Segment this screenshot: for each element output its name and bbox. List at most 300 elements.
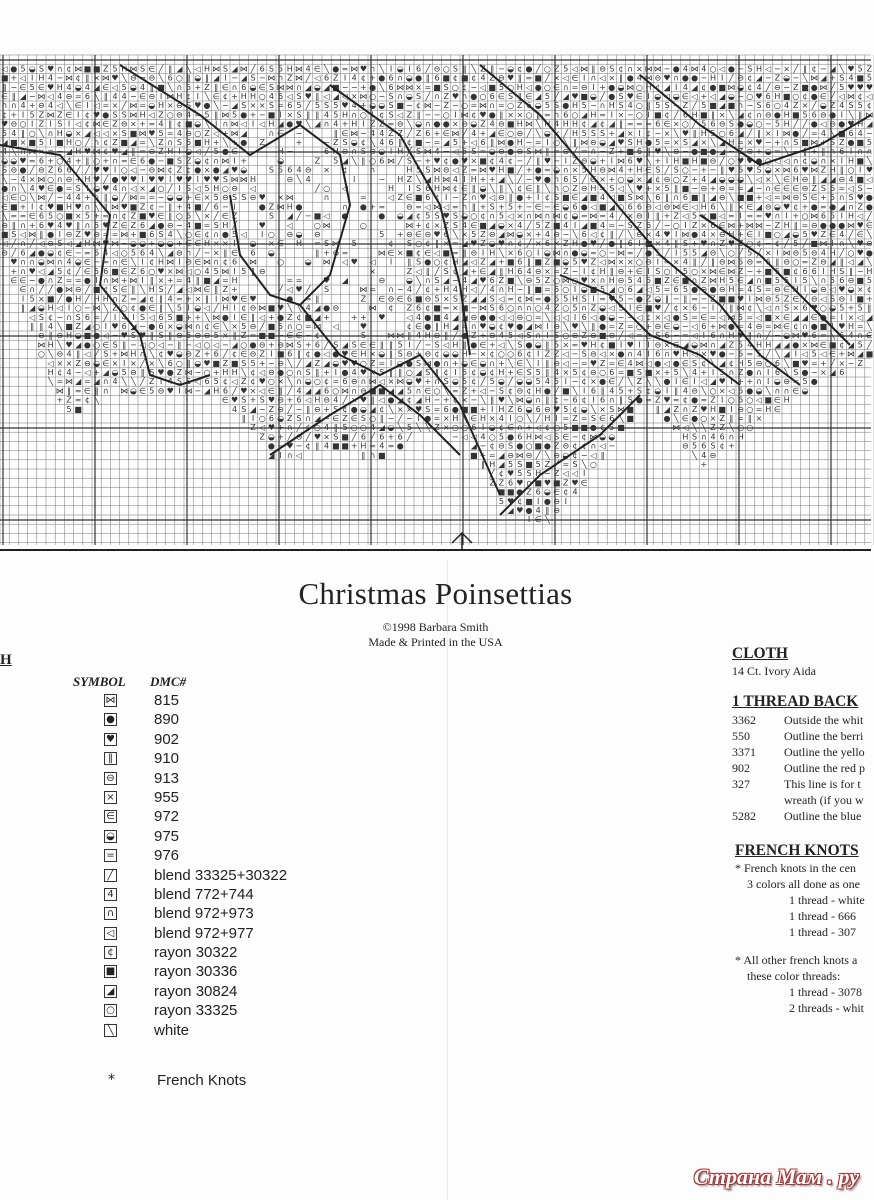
- stitch-symbol: =: [139, 101, 146, 111]
- stitch-symbol: ‖: [315, 368, 320, 377]
- stitch-symbol: ∩: [84, 202, 91, 212]
- stitch-symbol: ♥: [626, 92, 634, 101]
- stitch-symbol: S: [176, 138, 182, 147]
- stitch-symbol: ‖: [655, 211, 660, 221]
- stitch-symbol: ∈: [470, 220, 478, 230]
- stitch-symbol: ◒: [718, 174, 726, 184]
- stitch-symbol: ○: [451, 423, 459, 433]
- stitch-symbol: ■: [856, 156, 864, 166]
- stitch-symbol: ◁: [470, 285, 477, 295]
- stitch-symbol: ●: [295, 202, 303, 212]
- stitch-symbol: ○: [359, 220, 367, 230]
- stitch-symbol: 5: [774, 276, 780, 285]
- stitch-symbol: ◢: [277, 119, 284, 129]
- stitch-symbol: ■: [534, 73, 542, 83]
- stitch-symbol: ■: [414, 193, 423, 203]
- stitch-symbol: ◒: [543, 487, 551, 497]
- stitch-symbol: ●: [516, 487, 524, 497]
- stitch-symbol: ◢: [709, 174, 717, 184]
- stitch-symbol: −: [580, 450, 588, 460]
- stitch-symbol: ⊖: [580, 156, 588, 166]
- stitch-symbol: −: [74, 248, 82, 258]
- stitch-symbol: ∩: [470, 322, 477, 331]
- dmc-label: rayon 30336: [154, 963, 238, 981]
- stitch-symbol: ◁: [765, 303, 772, 313]
- stitch-symbol: Z: [287, 73, 293, 83]
- stitch-symbol: ◁: [397, 110, 404, 120]
- stitch-symbol: ◢: [581, 110, 588, 120]
- stitch-symbol: ∩: [213, 230, 220, 239]
- stitch-symbol: ∩: [342, 202, 348, 212]
- stitch-symbol: H: [590, 340, 597, 350]
- stitch-symbol: ‖: [306, 110, 311, 120]
- stitch-symbol: ⊖: [277, 395, 284, 405]
- stitch-symbol: I: [141, 276, 144, 285]
- stitch-symbol: ¢: [66, 266, 72, 276]
- stitch-symbol: ●: [194, 165, 202, 175]
- stitch-symbol: S: [526, 368, 532, 377]
- stitch-symbol: ╲: [526, 358, 532, 368]
- stitch-symbol: ◁: [406, 312, 413, 322]
- stitch-symbol: ∩: [756, 110, 762, 120]
- stitch-symbol: 4: [600, 193, 606, 203]
- stitch-symbol: S: [241, 404, 247, 414]
- stitch-symbol: ●: [424, 322, 432, 331]
- stitch-symbol: ■: [175, 312, 184, 322]
- stitch-symbol: ◒: [580, 248, 588, 258]
- stitch-symbol: ●: [829, 220, 837, 230]
- stitch-symbol: ◁: [590, 230, 597, 239]
- stitch-symbol: +: [810, 147, 818, 157]
- stitch-symbol: 6: [765, 257, 771, 267]
- stitch-symbol: ◢: [461, 266, 468, 276]
- stitch-symbol: ╲: [66, 101, 72, 111]
- stitch-symbol: ◒: [139, 239, 147, 249]
- stitch-symbol: +: [737, 377, 744, 387]
- stitch-symbol: ╲: [416, 423, 422, 433]
- stitch-symbol: H: [571, 128, 579, 138]
- stitch-symbol: −: [452, 101, 459, 111]
- stitch-symbol: ╲: [287, 303, 293, 313]
- stitch-symbol: ♥: [47, 202, 55, 212]
- stitch-symbol: S: [351, 340, 357, 350]
- stitch-symbol: ∈: [332, 414, 340, 423]
- stitch-symbol: ◁: [341, 184, 349, 193]
- stitch-symbol: I: [159, 377, 163, 387]
- stitch-symbol: ×: [415, 82, 422, 92]
- stitch-symbol: ◒: [497, 220, 505, 230]
- stitch-symbol: +: [415, 220, 422, 230]
- stitch-symbol: +: [498, 358, 505, 368]
- stitch-symbol: ◢: [691, 82, 698, 92]
- stitch-symbol: ∈: [672, 340, 680, 350]
- stitch-symbol: 5: [29, 82, 35, 92]
- stitch-symbol: ♥: [157, 266, 165, 276]
- stitch-symbol: ╲: [176, 230, 182, 239]
- stitch-symbol: ■: [690, 193, 699, 203]
- stitch-symbol: +: [222, 128, 229, 138]
- stitch-symbol: ╱: [811, 101, 817, 111]
- stitch-symbol: −: [847, 358, 855, 368]
- stitch-symbol: Z: [636, 220, 643, 230]
- stitch-symbol: 6: [793, 165, 799, 175]
- stitch-symbol: ⊖: [847, 276, 855, 285]
- stitch-symbol: ■: [267, 110, 276, 120]
- stitch-symbol: ♥: [267, 395, 275, 405]
- stitch-symbol: 4: [655, 230, 661, 239]
- stitch-symbol: ×: [792, 303, 800, 313]
- stitch-symbol: ⋈: [515, 450, 524, 460]
- stitch-symbol: ♥: [663, 73, 671, 83]
- stitch-symbol: ○: [700, 414, 708, 423]
- stitch-symbol: ╲: [452, 230, 458, 239]
- stitch-symbol: ■: [654, 276, 662, 285]
- stitch-symbol: 4: [66, 193, 72, 203]
- stitch-symbol: ⊖: [737, 404, 744, 414]
- stitch-symbol: Z: [461, 294, 468, 304]
- stitch-symbol: ◒: [396, 64, 404, 74]
- stitch-symbol: ⊖: [84, 358, 91, 368]
- stitch-symbol: ¢: [84, 110, 90, 120]
- stitch-symbol: ╲: [140, 285, 146, 295]
- backstitch-section: [732, 693, 871, 825]
- stitch-symbol: ⋈: [65, 73, 73, 83]
- stitch-symbol: ¢: [84, 395, 90, 405]
- stitch-symbol: ◢: [452, 322, 459, 331]
- stitch-symbol: ○: [847, 165, 855, 175]
- stitch-symbol: ◒: [617, 82, 625, 92]
- stitch-symbol: ●: [773, 110, 781, 120]
- stitch-symbol: 5: [857, 64, 863, 74]
- stitch-symbol: ◢: [75, 239, 82, 249]
- stitch-symbol: ⊖: [249, 193, 257, 203]
- stitch-symbol: Z: [38, 119, 45, 129]
- stitch-symbol: I: [803, 285, 807, 295]
- stitch-symbol: ○: [746, 423, 754, 433]
- stitch-symbol: 5: [213, 147, 219, 157]
- stitch-symbol: ◁: [443, 340, 450, 350]
- stitch-symbol: ◢: [314, 414, 321, 423]
- stitch-symbol: ♥: [111, 147, 119, 157]
- stitch-symbol: ■: [644, 239, 653, 249]
- stitch-symbol: 6: [839, 368, 845, 377]
- stitch-symbol: S: [333, 432, 339, 442]
- stitch-symbol: ◒: [461, 211, 469, 221]
- fk-thread-2: 1 thread - 666: [789, 909, 856, 923]
- stitch-symbol: ●: [359, 202, 367, 212]
- stitch-symbol: ◁: [75, 119, 82, 129]
- stitch-symbol: −: [764, 119, 772, 129]
- stitch-symbol: ∈: [635, 266, 643, 276]
- stitch-symbol: ╱: [554, 460, 560, 469]
- stitch-symbol: ¢: [342, 165, 348, 175]
- stitch-symbol: ×: [28, 174, 36, 184]
- stitch-symbol: 6: [443, 230, 449, 239]
- stitch-symbol: ■: [203, 276, 211, 285]
- stitch-symbol: ○: [516, 414, 524, 423]
- stitch-symbol: ⊖: [249, 349, 257, 359]
- stitch-symbol: I: [187, 303, 190, 313]
- stitch-symbol: ♥: [451, 92, 459, 101]
- stitch-symbol: ‖: [389, 349, 393, 359]
- stitch-symbol: S: [627, 220, 633, 230]
- stitch-symbol: S: [517, 460, 523, 469]
- stitch-symbol: ╱: [618, 211, 624, 221]
- stitch-symbol: ╲: [646, 156, 652, 166]
- stitch-symbol: ◢: [397, 386, 404, 396]
- stitch-symbol: 6: [581, 312, 587, 322]
- stitch-symbol: I: [481, 248, 485, 258]
- stitch-symbol: ∈: [525, 184, 533, 193]
- stitch-symbol: 4: [701, 450, 707, 460]
- stitch-symbol: ○: [433, 386, 441, 396]
- stitch-symbol: 6: [232, 257, 238, 267]
- stitch-symbol: =: [84, 248, 91, 258]
- stitch-symbol: Z: [443, 101, 449, 111]
- stitch-symbol: ◢: [286, 211, 293, 221]
- stitch-symbol: ╱: [866, 211, 872, 221]
- stitch-symbol: ◁: [259, 312, 266, 322]
- stitch-symbol: ×: [663, 340, 671, 350]
- stitch-symbol: −: [562, 230, 570, 239]
- stitch-symbol: ╱: [38, 285, 44, 295]
- stitch-symbol: 4: [839, 101, 845, 111]
- stitch-symbol: ‖: [600, 386, 605, 396]
- stitch-symbol: =: [360, 193, 367, 203]
- stitch-symbol: ◒: [801, 386, 809, 396]
- symbol-header: SYMBOL: [73, 674, 126, 689]
- stitch-symbol: 4: [66, 368, 72, 377]
- stitch-symbol: S: [38, 64, 44, 74]
- stitch-symbol: ∈: [120, 220, 128, 230]
- stitch-symbol: ¢: [646, 128, 652, 138]
- stitch-symbol: ∈: [194, 230, 202, 239]
- stitch-symbol: ×: [562, 368, 570, 377]
- stitch-symbol: H: [765, 404, 772, 414]
- stitch-symbol: =: [102, 101, 110, 111]
- stitch-symbol: ♥: [359, 395, 367, 405]
- stitch-symbol: 6: [572, 395, 578, 405]
- stitch-symbol: 6: [278, 92, 284, 101]
- stitch-symbol: ◁: [525, 82, 533, 92]
- stitch-symbol: ∈: [810, 312, 818, 322]
- stitch-symbol: ∈: [672, 276, 680, 285]
- stitch-symbol: ╲: [535, 128, 541, 138]
- stitch-symbol: +: [130, 230, 137, 239]
- stitch-symbol: ×: [222, 239, 229, 249]
- stitch-symbol: H: [709, 404, 717, 414]
- stitch-symbol: Z: [204, 82, 210, 92]
- dmc-label: 972: [154, 808, 180, 826]
- dmc-label: 955: [154, 788, 180, 806]
- stitch-symbol: ¢: [425, 239, 431, 249]
- stitch-symbol: 6: [84, 312, 90, 322]
- stitch-symbol: ∈: [203, 285, 211, 295]
- stitch-symbol: ■: [258, 331, 266, 341]
- stitch-symbol: =: [764, 285, 772, 295]
- stitch-symbol: 4: [820, 248, 826, 258]
- stitch-symbol: +: [691, 174, 698, 184]
- stitch-symbol: ×: [442, 423, 450, 433]
- stitch-symbol: +: [387, 432, 395, 442]
- stitch-symbol: ∈: [83, 266, 91, 276]
- stitch-symbol: −: [452, 432, 459, 442]
- stitch-symbol: 6: [84, 92, 90, 101]
- stitch-symbol: ◢: [820, 73, 827, 83]
- stitch-symbol: 4: [636, 73, 642, 83]
- stitch-symbol: ╱: [793, 64, 799, 74]
- stitch-symbol: ‖: [159, 303, 163, 313]
- stitch-symbol: +: [74, 174, 82, 184]
- stitch-symbol: S: [655, 266, 661, 276]
- stitch-symbol: 4: [296, 165, 302, 175]
- stitch-symbol: 6: [360, 432, 366, 442]
- stitch-symbol: ■: [166, 156, 174, 166]
- stitch-symbol: ⊖: [433, 331, 441, 341]
- stitch-symbol: ∩: [213, 257, 220, 267]
- stitch-symbol: I: [564, 496, 567, 506]
- stitch-symbol: ◒: [654, 386, 662, 396]
- stitch-symbol: 6: [627, 285, 633, 295]
- stitch-symbol: ╱: [802, 294, 808, 304]
- stitch-symbol: ∈: [442, 128, 450, 138]
- stitch-symbol: H: [755, 340, 763, 350]
- stitch-symbol: ●: [442, 119, 450, 129]
- shield-icon: ◒: [104, 830, 117, 843]
- stitch-symbol: ◁: [29, 312, 36, 322]
- stitch-symbol: 5: [416, 165, 422, 175]
- stitch-symbol: ◒: [507, 64, 515, 74]
- dmc-label: blend 33325+30322: [154, 866, 288, 884]
- stitch-symbol: ◢: [176, 64, 183, 74]
- stitch-symbol: ♥: [801, 358, 809, 368]
- stitch-symbol: 5: [544, 101, 550, 111]
- stitch-symbol: ⊖: [396, 119, 404, 129]
- stitch-symbol: H: [203, 64, 211, 74]
- stitch-symbol: S: [627, 138, 633, 147]
- stitch-symbol: ×: [829, 156, 836, 166]
- stitch-symbol: ●: [507, 147, 515, 157]
- stitch-symbol: ○: [681, 119, 689, 129]
- stitch-symbol: ◁: [691, 202, 698, 212]
- stitch-symbol: ×: [452, 303, 459, 313]
- stitch-symbol: ¢: [866, 101, 872, 111]
- stitch-symbol: 4: [636, 276, 642, 285]
- stitch-symbol: ♥: [258, 377, 266, 387]
- stitch-symbol: S: [241, 101, 247, 111]
- stitch-symbol: ◒: [847, 285, 855, 295]
- stitch-symbol: ■: [479, 220, 487, 230]
- stitch-symbol: =: [488, 450, 496, 460]
- stitch-symbol: S: [296, 340, 302, 350]
- stitch-symbol: ●: [157, 220, 165, 230]
- stitch-symbol: I: [31, 119, 34, 129]
- stitch-symbol: +: [194, 312, 202, 322]
- stitch-symbol: =: [102, 230, 110, 239]
- stitch-symbol: ◁: [452, 147, 459, 157]
- stitch-symbol: ♥: [856, 82, 864, 92]
- stitch-symbol: =: [249, 331, 257, 341]
- stitch-symbol: I: [389, 147, 393, 157]
- stitch-symbol: ●: [663, 377, 671, 387]
- stitch-symbol: ⋈: [745, 220, 754, 230]
- stitch-symbol: ♥: [47, 82, 55, 92]
- stitch-symbol: ╱: [29, 165, 35, 175]
- stitch-symbol: ‖: [333, 423, 338, 433]
- stitch-symbol: ◁: [295, 450, 303, 460]
- stitch-symbol: ‖: [39, 230, 44, 239]
- stitch-symbol: S: [839, 73, 845, 83]
- stitch-symbol: ♥: [304, 92, 312, 101]
- stitch-symbol: I: [334, 368, 337, 377]
- stitch-symbol: =: [608, 322, 616, 331]
- stitch-symbol: ○: [525, 110, 533, 120]
- stitch-symbol: ♥: [102, 239, 110, 249]
- slash-icon: ╱: [104, 869, 117, 882]
- stitch-symbol: ⊖: [406, 349, 413, 359]
- stitch-symbol: 4: [848, 73, 854, 83]
- dmc-label: 913: [154, 769, 180, 787]
- stitch-symbol: 6: [66, 165, 72, 175]
- stitch-symbol: ‖: [573, 138, 577, 147]
- stitch-symbol: ∩: [268, 128, 275, 138]
- stitch-symbol: +: [700, 92, 708, 101]
- stitch-symbol: 4: [756, 82, 762, 92]
- stitch-symbol: ×: [516, 211, 524, 221]
- stitch-symbol: 5: [250, 358, 256, 368]
- stitch-symbol: ∩: [553, 184, 560, 193]
- stitch-symbol: ‖: [379, 340, 384, 350]
- equals-icon: =: [104, 849, 117, 862]
- stitch-symbol: ∩: [296, 82, 302, 92]
- stitch-symbol: ♥: [258, 220, 266, 230]
- stitch-symbol: ○: [727, 395, 735, 405]
- stitch-symbol: ╲: [544, 312, 550, 322]
- stitch-symbol: 6: [158, 322, 164, 331]
- stitch-symbol: ●: [341, 211, 349, 221]
- stitch-symbol: =: [663, 285, 671, 295]
- stitch-symbol: 4: [57, 220, 63, 230]
- dmc-label: 815: [154, 692, 180, 709]
- stitch-symbol: S: [692, 358, 698, 368]
- stitch-symbol: +: [28, 101, 36, 111]
- stitch-symbol: ●: [323, 303, 331, 313]
- stitch-symbol: ╱: [167, 184, 173, 193]
- stitch-symbol: =: [341, 248, 349, 258]
- stitch-symbol: ■: [414, 138, 423, 147]
- stitch-symbol: H: [157, 257, 165, 267]
- stitch-symbol: +: [470, 386, 478, 396]
- stitch-symbol: 5: [655, 285, 661, 295]
- stitch-symbol: −: [700, 294, 708, 304]
- stitch-symbol: H: [829, 165, 836, 175]
- stitch-symbol: ∈: [424, 386, 432, 396]
- stitch-symbol: ■: [267, 331, 276, 341]
- stitch-symbol: −: [387, 414, 395, 423]
- stitch-symbol: 4: [416, 331, 422, 341]
- stitch-symbol: ◁: [857, 211, 864, 221]
- stitch-symbol: ◁: [249, 184, 257, 193]
- stitch-symbol: ⊖: [617, 266, 625, 276]
- stitch-symbol: ■: [736, 193, 745, 203]
- stitch-symbol: ⋈: [221, 110, 230, 120]
- stitch-symbol: S: [618, 101, 624, 111]
- stitch-symbol: 6: [802, 303, 808, 313]
- stitch-symbol: ╲: [167, 82, 173, 92]
- stitch-symbol: ■: [46, 294, 55, 304]
- stitch-symbol: ∩: [838, 193, 845, 203]
- stitch-symbol: +: [19, 202, 27, 212]
